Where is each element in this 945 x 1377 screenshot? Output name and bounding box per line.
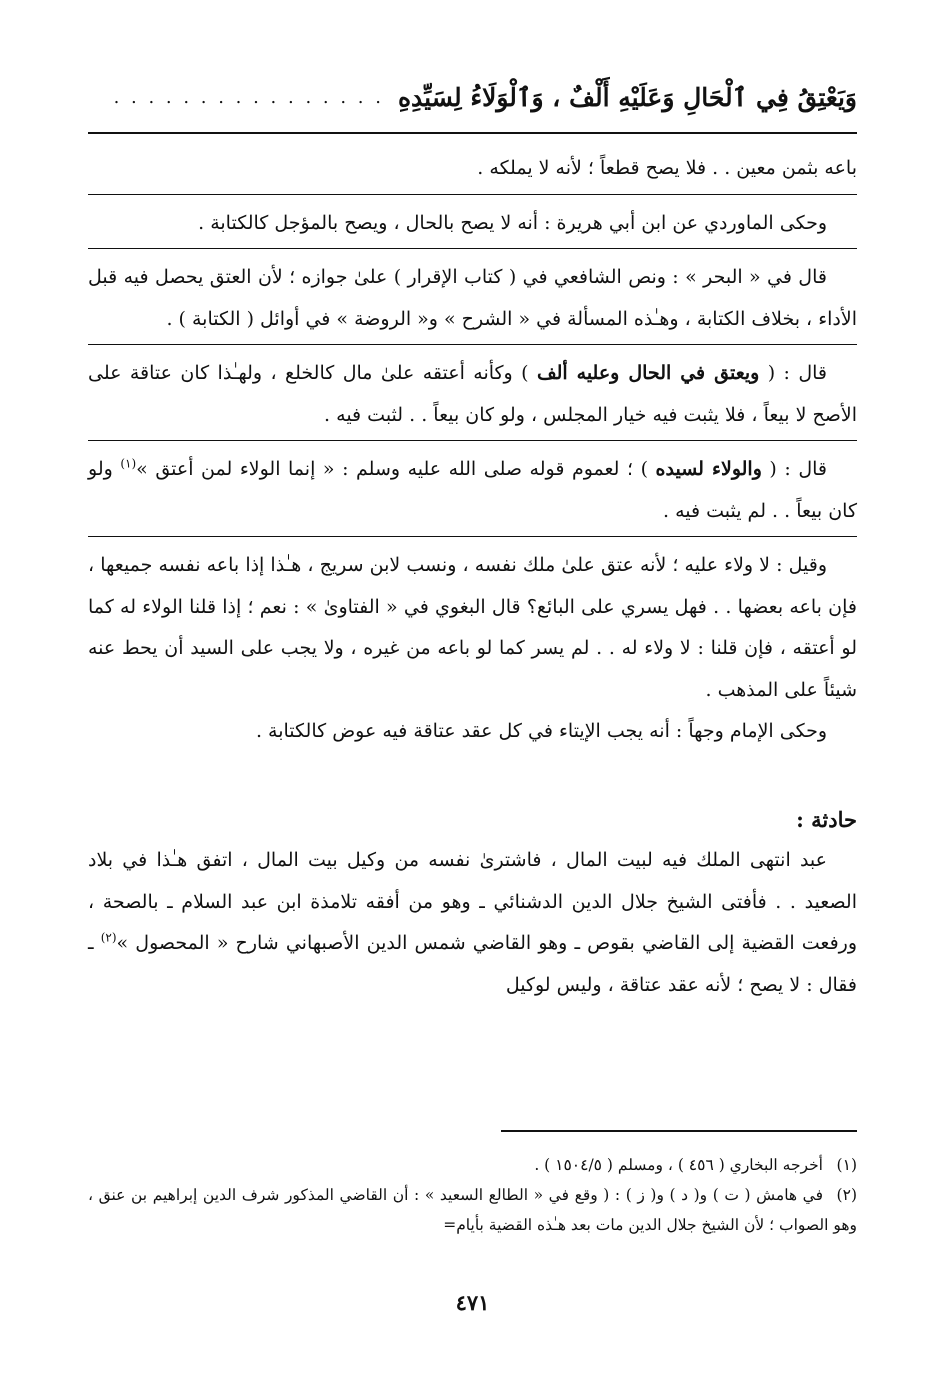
section-heading: حادثة : [796,806,857,832]
header-title: وَيَعْتِقُ فِي ٱلْحَالِ وَعَلَيْهِ أَلْفٌ ، وَٱلْوَلَاءُ لِسَيِّدِهِ [397,82,857,112]
paragraph-separator [88,194,857,195]
main-text [88,148,857,1006]
paragraph-separator [88,344,857,345]
matn-quote: ويعتق في الحال وعليه ألف [536,362,760,384]
paragraph-4: قال : ( ويعتق في الحال وعليه ألف ) وكأنه أعتقه علىٰ مال كالخلع ، ولهـٰذا كان عتاقة على الأصح لا بيعاً ، فلا يثبت فيه خيار المجلس ، ولو كان بيعاً . . لثبت فيه . [88,362,857,426]
paragraph-separator [88,248,857,249]
footnote-1 [88,1150,857,1180]
footnote-text: في هامش ( ت ) و( د ) و( ز ) : ( وقع في « الطالع السعيد » : أن القاضي المذكور شرف الدين إبراهيم بن عنق ، وهو الصواب ؛ لأن الشيخ جلال الدين مات بعد هـٰذه القضية بأيام= [88,1186,857,1234]
paragraph-8: عبد انتهى الملك فيه لبيت المال ، فاشترىٰ نفسه من وكيل بيت المال ، اتفق هـٰذا في بلاد الصعيد . . فأفتى الشيخ جلال الدين الدشنائي ـ وهو من أفقه تلامذة ابن عبد السلام ـ بالصحة ، ورفعت القضية إلى القاضي بقوص ـ وهو القاضي شمس الدين الأصبهاني شارح « المحصول »$^{(٢)}$ ـ فقال : لا يصح ؛ لأنه عقد عتاقة ، وليس لوكيل [88,849,858,996]
paragraph-3: قال في « البحر » : ونص الشافعي في ( كتاب الإقرار ) علىٰ جوازه ؛ لأن العتق يحصل فيه قبل الأداء ، بخلاف الكتابة ، وهـٰذه المسألة في « الشرح » و« الروضة » في أوائل ( الكتابة ) . [88,266,857,330]
header-rule [88,132,857,134]
footnote-ref-2[interactable]: (٢) [100,930,117,945]
paragraph-6: وقيل : لا ولاء عليه ؛ لأنه عتق علىٰ ملك نفسه ، ونسب لابن سريج ، هـٰذا إذا باعه نفسه جميعها ، فإن باعه بعضها . . فهل يسري على البائع؟ قال البغوي في « الفتاوىٰ » : نعم ؛ إذا قلنا الولاء له كما لو أعتقه ، فإن قلنا : لا ولاء له . . لم يسر كما لو باعه من غيره ، ولا يجب على السيد أن يحط عنه شيئاً على المذهب . [88,554,857,701]
paragraph-1: باعه بثمن معين . . فلا يصح قطعاً ؛ لأنه لا يملكه . [477,157,857,179]
paragraph-separator [88,440,857,441]
book-page [88,0,857,1377]
paragraph-separator [88,536,857,537]
paragraph-7: وحكى الإمام وجهاً : أنه يجب الإيتاء في كل عقد عتاقة فيه عوض كالكتابة . [255,720,827,742]
footnote-number: (٢) [836,1186,857,1204]
footnote-text: أخرجه البخاري ( ٤٥٦ ) ، ومسلم ( ١٥٠٤/٥ ) . [534,1156,823,1174]
matn-quote: والولاء لسيده [655,458,762,480]
running-header [88,72,857,122]
footnote-number: (١) [836,1156,857,1174]
footnote-2 [88,1180,857,1240]
footnote-rule [501,1130,857,1132]
paragraph-2: وحكى الماوردي عن ابن أبي هريرة : أنه لا يصح بالحال ، ويصح بالمؤجل كالكتابة . [198,211,827,234]
footnotes [88,1150,857,1240]
page-number: ٤٧١ [455,1290,490,1315]
header-dots: . . . . . . . . . . . . . . . . [113,86,384,108]
paragraph-5: قال : ( والولاء لسيده ) ؛ لعموم قوله صلى الله عليه وسلم : « إنما الولاء لمن أعتق »$^{(١)}$ ولو كان بيعاً . . لم يثبت فيه . [88,456,857,522]
footnote-ref-1[interactable]: (١) [120,456,137,471]
